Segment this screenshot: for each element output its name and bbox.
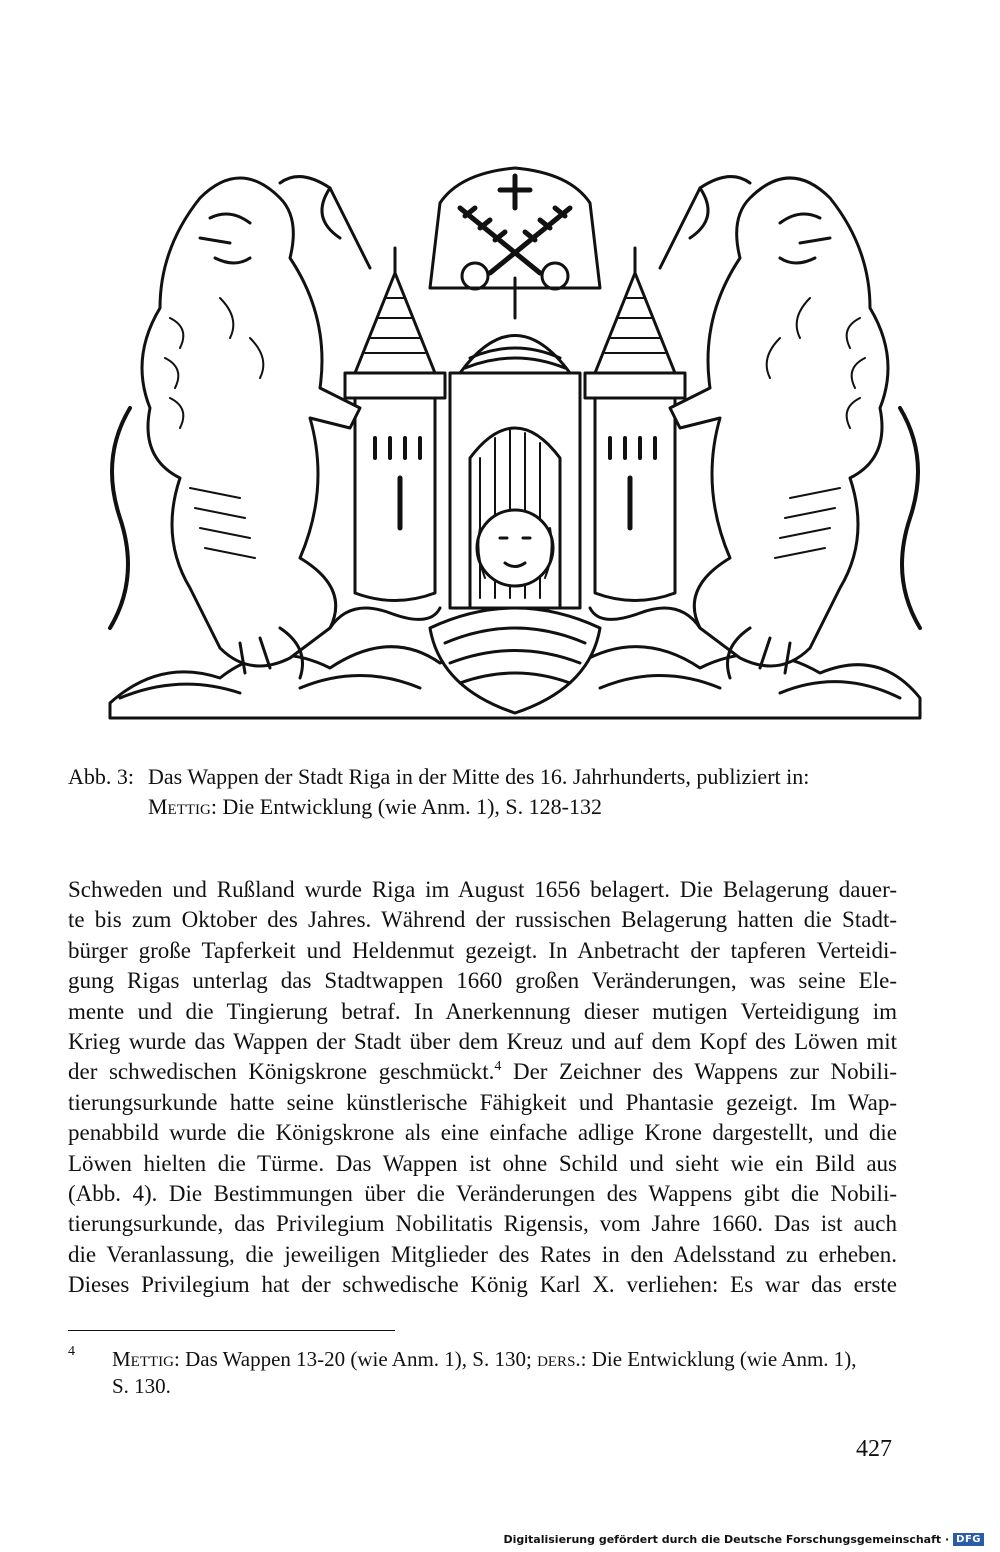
body-line: tierungsurkunde hatte seine künstlerische Fähigkeit und Phantasie gezeigt. Im Wap- [68, 1089, 897, 1115]
caption-line-2: : Die Entwicklung (wie Anm. 1), S. 128-132 [210, 794, 602, 819]
left-tower [355, 373, 435, 601]
body-line: (Abb. 4). Die Bestimmungen über die Veränderungen des Wappens gibt die Nobili- [68, 1181, 897, 1207]
body-line: mente und die Tingierung betraf. In Anerkennung dieser mutigen Verteidigung im [68, 998, 897, 1024]
footnote-author-1: Mettig [112, 1347, 174, 1371]
caption-author: Mettig [148, 794, 211, 819]
footnote [68, 1346, 898, 1400]
coat-of-arms-figure [100, 158, 930, 728]
page-number: 427 [856, 1436, 892, 1462]
footnote-text-1: : Das Wappen 13-20 (wie Anm. 1), S. 130; [174, 1347, 538, 1371]
body-line: penabbild wurde die Königskrone als eine einfache adlige Krone dargestellt, und die [68, 1120, 897, 1146]
dfg-watermark [503, 1533, 984, 1546]
footnote-author-2: ders. [537, 1347, 581, 1371]
dfg-text: Digitalisierung gefördert durch die Deutsche Forschungsgemeinschaft · [503, 1533, 950, 1546]
lion-right [670, 178, 888, 666]
footnote-divider [68, 1330, 395, 1331]
footnote-number: 4 [68, 1344, 75, 1359]
dfg-logo-icon: DFG [953, 1533, 984, 1546]
footnote-text-2: : Die Entwicklung (wie Anm. 1), [580, 1347, 857, 1371]
caption-line-1: Das Wappen der Stadt Riga in der Mitte des 16. Jahrhunderts, publiziert in: [148, 764, 810, 789]
body-line: te bis zum Oktober des Jahres. Während der russischen Belagerung hatten die Stadt- [68, 907, 897, 933]
body-line-7-start: der schwedischen Königskrone geschmückt. [68, 1059, 495, 1085]
body-line: Löwen hielten die Türme. Das Wappen ist ohne Schild und sieht wie ein Bild aus [68, 1150, 897, 1176]
lion-face [477, 510, 553, 586]
body-line-7-end: Der Zeichner des Wappens zur Nobili- [501, 1059, 897, 1085]
body-line: gung Rigas unterlag das Stadtwappen 1660 großen Veränderungen, was seine Ele- [68, 968, 897, 994]
body-line: tierungsurkunde, das Privilegium Nobilitatis Rigensis, vom Jahre 1660. Das ist auch [68, 1211, 897, 1237]
body-line: Dieses Privilegium hat der schwedische König Karl X. verliehen: Es war das erste [68, 1272, 897, 1298]
body-line-with-footnote [68, 1057, 897, 1087]
body-line: die Veranlassung, die jeweiligen Mitglieder des Rates in den Adelsstand zu erheben. [68, 1241, 897, 1267]
footnote-text-3: S. 130. [112, 1374, 171, 1398]
right-tower [595, 373, 675, 601]
lion-left [142, 178, 360, 666]
figure-caption [68, 762, 898, 822]
body-paragraph [68, 875, 897, 1301]
body-line: bürger große Tapferkeit und Heldenmut gezeigt. In Anbetracht der tapferen Verteidi- [68, 937, 897, 963]
body-line: Krieg wurde das Wappen der Stadt über dem Kreuz und auf dem Kopf des Löwen mit [68, 1029, 897, 1055]
left-spire [355, 273, 435, 373]
right-spire [595, 273, 675, 373]
footnote-ref[interactable]: 4 [494, 1059, 502, 1075]
body-line: Schweden und Rußland wurde Riga im August 1656 belagert. Die Belagerung dauer- [68, 877, 897, 902]
caption-label: Abb. 3: [68, 764, 134, 789]
